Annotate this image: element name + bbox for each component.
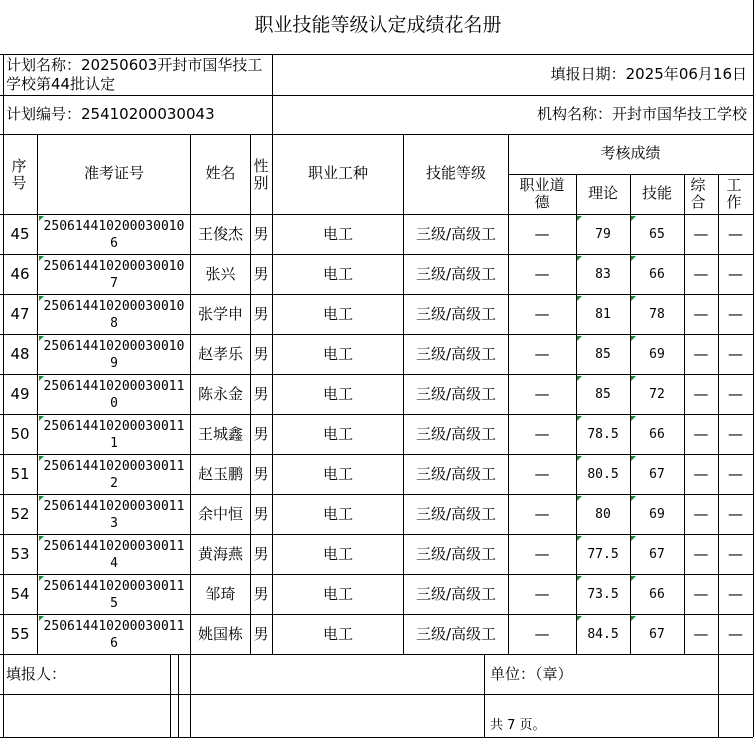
cell-level: 三级/高级工 — [415, 505, 497, 524]
cell-name: 陈永金 — [197, 385, 243, 404]
text-number-marker — [631, 616, 636, 621]
text-number-marker — [39, 616, 44, 621]
grid-line-h — [0, 374, 753, 375]
text-number-marker — [631, 576, 636, 581]
grid-line-v — [576, 174, 577, 654]
cell-ethics: — — [534, 505, 550, 524]
cell-exam-no: 2506144102000300111 — [43, 419, 185, 451]
cell-level: 三级/高级工 — [415, 385, 497, 404]
cell-seq: 55 — [10, 625, 30, 644]
cell-name: 赵玉鹏 — [197, 465, 243, 484]
text-number-marker — [39, 456, 44, 461]
header-ethics: 职业道德 — [519, 175, 565, 211]
text-number-marker — [39, 216, 44, 221]
grid-line-v — [508, 134, 509, 654]
grid-line-v — [630, 174, 631, 654]
text-number-marker — [631, 296, 636, 301]
cell-name: 余中恒 — [197, 505, 243, 524]
cell-theory: 85 — [595, 386, 611, 402]
text-number-marker — [577, 256, 582, 261]
cell-theory: 81 — [595, 306, 611, 322]
cell-theory: 77.5 — [587, 546, 619, 562]
grid-line-v — [718, 654, 719, 737]
cell-skill: 72 — [649, 386, 665, 402]
unit-stamp-label: 单位：（章） — [490, 665, 573, 684]
text-number-marker — [577, 536, 582, 541]
cell-skill: 67 — [649, 546, 665, 562]
cell-skill: 69 — [649, 506, 665, 522]
cell-gender: 男 — [253, 225, 269, 244]
cell-job: 电工 — [322, 305, 353, 324]
header-comprehensive: 综合 — [690, 175, 706, 211]
cell-work: — — [728, 625, 743, 644]
cell-seq: 49 — [10, 385, 30, 404]
grid-line-h — [0, 534, 753, 535]
grid-line-v — [190, 134, 191, 654]
grid-line-v — [484, 654, 485, 737]
grid-line-h — [0, 294, 753, 295]
cell-seq: 53 — [10, 545, 30, 564]
cell-comprehensive: — — [693, 265, 709, 284]
cell-seq: 45 — [10, 225, 30, 244]
cell-level: 三级/高级工 — [415, 225, 497, 244]
grid-line-h — [0, 614, 753, 615]
grid-line-v — [403, 134, 404, 654]
cell-seq: 54 — [10, 585, 30, 604]
cell-ethics: — — [534, 305, 550, 324]
cell-ethics: — — [534, 625, 550, 644]
cell-comprehensive: — — [693, 505, 709, 524]
cell-seq: 50 — [10, 425, 30, 444]
cell-comprehensive: — — [693, 545, 709, 564]
cell-comprehensive: — — [693, 585, 709, 604]
cell-name: 张学申 — [197, 305, 243, 324]
text-number-marker — [631, 336, 636, 341]
grid-line-v — [178, 654, 179, 737]
header-work: 工作 — [726, 175, 742, 211]
cell-ethics: — — [534, 585, 550, 604]
cell-level: 三级/高级工 — [415, 425, 497, 444]
cell-work: — — [728, 265, 743, 284]
cell-exam-no: 2506144102000300115 — [43, 579, 185, 611]
grid-line-v — [170, 654, 171, 737]
grid-line-h — [0, 454, 753, 455]
text-number-marker — [577, 416, 582, 421]
fill-date: 填报日期：2025年06月16日 — [550, 65, 747, 84]
plan-name: 计划名称：20250603开封市国华技工学校第44批认定 — [6, 56, 263, 93]
cell-skill: 69 — [649, 346, 665, 362]
text-number-marker — [577, 456, 582, 461]
cell-exam-no: 2506144102000300108 — [43, 299, 185, 331]
cell-exam-no: 2506144102000300110 — [43, 379, 185, 411]
header-skill: 技能 — [641, 184, 672, 203]
text-number-marker — [631, 216, 636, 221]
cell-level: 三级/高级工 — [415, 545, 497, 564]
cell-name: 姚国栋 — [197, 625, 243, 644]
cell-work: — — [728, 545, 743, 564]
cell-name: 张兴 — [205, 265, 236, 284]
cell-job: 电工 — [322, 385, 353, 404]
cell-work: — — [728, 425, 743, 444]
cell-name: 王俊杰 — [197, 225, 243, 244]
cell-comprehensive: — — [693, 425, 709, 444]
text-number-marker — [577, 376, 582, 381]
grid-line-v — [3, 54, 4, 737]
cell-skill: 67 — [649, 466, 665, 482]
text-number-marker — [39, 376, 44, 381]
cell-theory: 80.5 — [587, 466, 619, 482]
grid-line-h — [0, 134, 753, 135]
cell-name: 邹琦 — [205, 585, 236, 604]
header-theory: 理论 — [587, 184, 618, 203]
cell-job: 电工 — [322, 345, 353, 364]
grid-line-v — [190, 654, 191, 737]
sheet-title: 职业技能等级认定成绩花名册 — [254, 14, 502, 37]
text-number-marker — [39, 536, 44, 541]
cell-work: — — [728, 305, 743, 324]
cell-work: — — [728, 585, 743, 604]
cell-name: 王城鑫 — [197, 425, 243, 444]
grid-line-v — [272, 54, 273, 134]
cell-gender: 男 — [253, 385, 269, 404]
text-number-marker — [631, 416, 636, 421]
cell-level: 三级/高级工 — [415, 305, 497, 324]
cell-ethics: — — [534, 265, 550, 284]
text-number-marker — [39, 296, 44, 301]
header-name: 姓名 — [205, 164, 236, 183]
grid-line-v — [684, 174, 685, 654]
cell-skill: 67 — [649, 626, 665, 642]
cell-skill: 66 — [649, 586, 665, 602]
text-number-marker — [39, 576, 44, 581]
text-number-marker — [39, 336, 44, 341]
grid-line-h — [0, 214, 753, 215]
text-number-marker — [577, 576, 582, 581]
cell-gender: 男 — [253, 505, 269, 524]
cell-level: 三级/高级工 — [415, 345, 497, 364]
cell-level: 三级/高级工 — [415, 465, 497, 484]
cell-work: — — [728, 345, 743, 364]
grid-line-h — [0, 54, 753, 55]
cell-work: — — [728, 505, 743, 524]
text-number-marker — [631, 376, 636, 381]
header-job: 职业工种 — [307, 164, 368, 183]
cell-ethics: — — [534, 345, 550, 364]
cell-exam-no: 2506144102000300112 — [43, 459, 185, 491]
cell-level: 三级/高级工 — [415, 625, 497, 644]
grid-line-h — [0, 334, 753, 335]
cell-ethics: — — [534, 545, 550, 564]
cell-job: 电工 — [322, 505, 353, 524]
text-number-marker — [577, 496, 582, 501]
cell-exam-no: 2506144102000300113 — [43, 499, 185, 531]
text-number-marker — [577, 296, 582, 301]
grid-line-v — [753, 0, 754, 737]
cell-ethics: — — [534, 465, 550, 484]
cell-gender: 男 — [253, 425, 269, 444]
cell-theory: 78.5 — [587, 426, 619, 442]
cell-comprehensive: — — [693, 345, 709, 364]
grid-line-h — [0, 95, 753, 96]
cell-skill: 66 — [649, 266, 665, 282]
text-number-marker — [577, 336, 582, 341]
cell-work: — — [728, 465, 743, 484]
text-number-marker — [631, 536, 636, 541]
cell-seq: 48 — [10, 345, 30, 364]
header-scores: 考核成绩 — [600, 144, 661, 163]
header-exam-no: 准考证号 — [83, 164, 144, 183]
cell-job: 电工 — [322, 225, 353, 244]
cell-skill: 65 — [649, 226, 665, 242]
cell-job: 电工 — [322, 545, 353, 564]
cell-seq: 46 — [10, 265, 30, 284]
grid-line-v — [272, 134, 273, 654]
cell-exam-no: 2506144102000300116 — [43, 619, 185, 651]
cell-theory: 80 — [595, 506, 611, 522]
cell-exam-no: 2506144102000300107 — [43, 259, 185, 291]
text-number-marker — [39, 256, 44, 261]
grid-line-h — [0, 414, 753, 415]
cell-level: 三级/高级工 — [415, 265, 497, 284]
cell-job: 电工 — [322, 425, 353, 444]
filler-label: 填报人： — [6, 665, 67, 684]
grid-line-h — [0, 574, 753, 575]
cell-level: 三级/高级工 — [415, 585, 497, 604]
cell-ethics: — — [534, 425, 550, 444]
cell-theory: 79 — [595, 226, 611, 242]
cell-theory: 84.5 — [587, 626, 619, 642]
cell-ethics: — — [534, 225, 550, 244]
cell-gender: 男 — [253, 345, 269, 364]
text-number-marker — [39, 496, 44, 501]
cell-comprehensive: — — [693, 305, 709, 324]
org-name: 机构名称：开封市国华技工学校 — [536, 105, 747, 124]
header-level: 技能等级 — [425, 164, 486, 183]
cell-gender: 男 — [253, 625, 269, 644]
cell-exam-no: 2506144102000300109 — [43, 339, 185, 371]
cell-name: 赵孝乐 — [197, 345, 243, 364]
cell-comprehensive: — — [693, 625, 709, 644]
plan-code: 计划编号：25410200030043 — [6, 105, 215, 124]
cell-job: 电工 — [322, 265, 353, 284]
cell-seq: 47 — [10, 305, 30, 324]
cell-ethics: — — [534, 385, 550, 404]
cell-exam-no: 2506144102000300114 — [43, 539, 185, 571]
cell-theory: 85 — [595, 346, 611, 362]
grid-line-h — [0, 694, 753, 695]
text-number-marker — [631, 496, 636, 501]
cell-job: 电工 — [322, 625, 353, 644]
cell-skill: 66 — [649, 426, 665, 442]
page-count: 共 7 页。 — [490, 717, 546, 733]
cell-gender: 男 — [253, 305, 269, 324]
header-seq: 序号 — [11, 156, 27, 192]
cell-gender: 男 — [253, 545, 269, 564]
cell-seq: 51 — [10, 465, 30, 484]
cell-work: — — [728, 225, 743, 244]
cell-gender: 男 — [253, 265, 269, 284]
cell-theory: 83 — [595, 266, 611, 282]
grid-line-v — [250, 134, 251, 654]
grid-line-h — [0, 654, 753, 655]
text-number-marker — [39, 416, 44, 421]
grid-line-v — [37, 134, 38, 654]
cell-skill: 78 — [649, 306, 665, 322]
text-number-marker — [631, 256, 636, 261]
grid-line-v — [718, 174, 719, 654]
text-number-marker — [631, 456, 636, 461]
header-gender: 性别 — [253, 156, 269, 192]
cell-name: 黄海燕 — [197, 545, 243, 564]
cell-job: 电工 — [322, 585, 353, 604]
text-number-marker — [577, 216, 582, 221]
cell-theory: 73.5 — [587, 586, 619, 602]
cell-seq: 52 — [10, 505, 30, 524]
cell-work: — — [728, 385, 743, 404]
grid-line-h — [0, 494, 753, 495]
grid-line-h — [0, 737, 753, 738]
text-number-marker — [577, 616, 582, 621]
cell-gender: 男 — [253, 585, 269, 604]
cell-comprehensive: — — [693, 225, 709, 244]
grid-line-h — [0, 254, 753, 255]
cell-gender: 男 — [253, 465, 269, 484]
cell-exam-no: 2506144102000300106 — [43, 219, 185, 251]
cell-job: 电工 — [322, 465, 353, 484]
cell-comprehensive: — — [693, 385, 709, 404]
cell-comprehensive: — — [693, 465, 709, 484]
